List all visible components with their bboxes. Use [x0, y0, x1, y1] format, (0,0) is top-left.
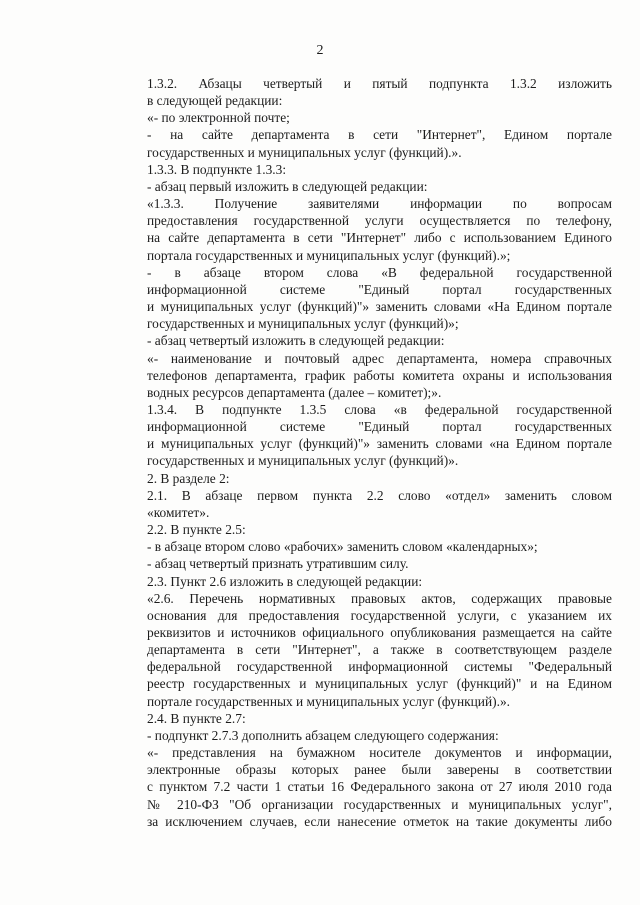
- paragraph: [112, 573, 612, 590]
- paragraph: [112, 487, 612, 521]
- text-line: реквизитов и источников официального опубликования размещается на сайте: [147, 625, 612, 640]
- text-line: - в абзаце втором слова «В федеральной государственной: [147, 264, 612, 280]
- text-line: 1.3.4. В подпункте 1.3.5 слова «в федеральной государственной: [147, 401, 612, 417]
- paragraph: [112, 161, 612, 178]
- text-line: с пунктом 7.2 части 1 статьи 16 Федерального закона от 27 июля 2010 года: [147, 779, 612, 795]
- text-line: «комитет».: [147, 504, 210, 520]
- text-line: государственных и муниципальных услуг (функций)».: [147, 453, 459, 469]
- paragraph: [112, 401, 612, 470]
- paragraph: [112, 727, 612, 744]
- text-line: в следующей редакции:: [147, 93, 283, 109]
- text-line: государственных и муниципальных услуг (функций)»;: [147, 316, 459, 332]
- text-line: и муниципальных услуг (функций)"» заменить словами «На Едином портале: [147, 299, 612, 315]
- text-line: портала государственных и муниципальных услуг (функций).»;: [147, 247, 511, 263]
- text-line: № 210-ФЗ "Об организации государственных и муниципальных услуг",: [147, 796, 612, 812]
- text-line: на сайте департамента в сети "Интернет" либо с использованием Единого: [147, 230, 612, 246]
- text-line: информационной системе "Единый портал государственных: [147, 419, 612, 435]
- text-line: «- представления на бумажном носителе документов и информации,: [147, 745, 612, 761]
- text-line: государственных и муниципальных услуг (функций).».: [147, 144, 462, 160]
- paragraph: [112, 75, 612, 109]
- text-line: федеральной государственной информационной системы "Федеральный: [147, 659, 612, 675]
- text-line: 2.1. В абзаце первом пункта 2.2 слово «отдел» заменить словом: [147, 487, 612, 503]
- paragraph: [112, 521, 612, 538]
- text-line: - подпункт 2.7.3 дополнить абзацем следующего содержания:: [147, 727, 499, 743]
- paragraph: [112, 332, 612, 349]
- paragraph: [112, 744, 612, 830]
- text-line: и муниципальных услуг (функций)"» заменить словами «на Едином портале: [147, 436, 612, 452]
- text-line: «1.3.3. Получение заявителями информации по вопросам: [147, 196, 612, 212]
- text-line: за исключением случаев, если нанесение отметок на такие документы либо: [147, 813, 612, 829]
- text-line: 1.3.2. Абзацы четвертый и пятый подпункта 1.3.2 изложить: [147, 76, 612, 91]
- text-line: - на сайте департамента в сети "Интернет", Едином портале: [147, 127, 612, 143]
- paragraph: [112, 590, 612, 710]
- paragraph: [112, 350, 612, 401]
- text-line: 2. В разделе 2:: [147, 470, 230, 486]
- page-number: 2: [316, 43, 324, 58]
- document-body: [112, 75, 612, 830]
- text-line: «- по электронной почте;: [147, 110, 290, 126]
- text-line: - абзац четвертый признать утратившим силу.: [147, 556, 409, 572]
- text-line: электронные образы которых ранее были заверены в соответствии: [147, 762, 612, 778]
- text-line: - в абзаце втором слово «рабочих» заменить словом «календарных»;: [147, 539, 538, 555]
- paragraph: [112, 264, 612, 333]
- text-line: «2.6. Перечень нормативных правовых актов, содержащих правовые: [147, 590, 612, 606]
- paragraph: [112, 710, 612, 727]
- text-line: - абзац четвертый изложить в следующей редакции:: [147, 333, 445, 349]
- text-line: водных ресурсов департамента (далее – комитет);».: [147, 384, 442, 400]
- text-line: реестр государственных и муниципальных услуг (функций)" и на Едином: [147, 676, 612, 692]
- paragraph: [112, 195, 612, 264]
- paragraph: [112, 178, 612, 195]
- text-line: 2.3. Пункт 2.6 изложить в следующей редакции:: [147, 573, 423, 589]
- text-line: «- наименование и почтовый адрес департамента, номера справочных: [147, 350, 612, 366]
- paragraph: [112, 555, 612, 572]
- text-line: 2.2. В пункте 2.5:: [147, 522, 246, 538]
- text-line: департамента в сети "Интернет", а также в соответствующем разделе: [147, 642, 612, 658]
- text-line: портале государственных и муниципальных услуг (функций).».: [147, 693, 510, 709]
- text-line: основания для предоставления государственной услуги, с указанием их: [147, 607, 612, 623]
- text-line: 2.4. В пункте 2.7:: [147, 710, 246, 726]
- text-line: 1.3.3. В подпункте 1.3.3:: [147, 161, 287, 177]
- text-line: телефонов департамента, график работы комитета охраны и использования: [147, 367, 612, 383]
- paragraph: [112, 109, 612, 126]
- text-line: предоставления государственной услуги осуществляется по телефону,: [147, 213, 612, 229]
- text-line: - абзац первый изложить в следующей редакции:: [147, 178, 428, 194]
- paragraph: [112, 470, 612, 487]
- text-line: информационной системе "Единый портал государственных: [147, 281, 612, 297]
- paragraph: [112, 126, 612, 160]
- paragraph: [112, 538, 612, 555]
